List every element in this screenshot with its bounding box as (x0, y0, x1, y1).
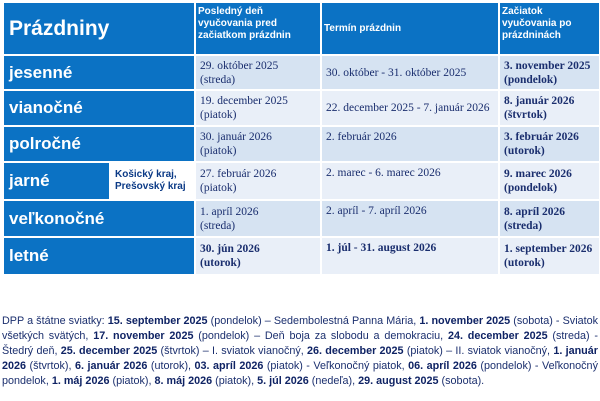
term-cell: 30. október - 31. október 2025 (321, 55, 499, 90)
last-day-dow: (piatok) (200, 182, 237, 194)
start-cell (499, 162, 600, 200)
last-day-dow: (utorok) (200, 257, 241, 269)
note-intro: DPP a štátne sviatky: (2, 315, 108, 327)
start-cell (499, 126, 600, 162)
last-day-dow: (piatok) (200, 109, 237, 121)
last-day-cell (195, 237, 321, 275)
start-date: 9. marec 2026 (504, 168, 572, 180)
start-cell (499, 90, 600, 126)
holiday-description: (piatok) – II. sviatok vianočný, (403, 345, 554, 357)
holiday-date: 6. január 2026 (74, 360, 148, 372)
last-day-cell (195, 162, 321, 200)
table-row (3, 126, 600, 162)
holiday-date: 5. júl 2026 (257, 375, 309, 387)
holiday-date: 24. december 2025 (447, 330, 548, 342)
table-row (3, 162, 600, 200)
table-row (3, 237, 600, 275)
holiday-description: (pondelok) – Deň boja za slobodu a demokraciu, (193, 330, 448, 342)
start-date: 8. január 2026 (504, 95, 575, 107)
holiday-description: (sobota). (438, 375, 485, 387)
header-term: Termín prázdnin (321, 2, 499, 55)
holiday-description: (utorok), (147, 360, 195, 372)
table-row (3, 200, 600, 237)
holiday-date: 25. december 2025 (60, 345, 158, 357)
term-cell: 2. február 2026 (321, 126, 499, 162)
holiday-description: (piatok) - Veľkonočný piatok, (263, 360, 409, 372)
last-day-cell (195, 55, 321, 90)
holiday-description: (nedeľa), (308, 375, 359, 387)
start-dow: (štvrtok) (504, 109, 547, 121)
holiday-date: 29. august 2025 (358, 375, 439, 387)
last-day-cell (195, 90, 321, 126)
holiday-date: 1. november 2025 (419, 315, 511, 327)
term-cell: 1. júl - 31. august 2026 (321, 237, 499, 275)
last-day-date: 1. apríl 2026 (200, 205, 259, 218)
header-start: Začiatok vyučovania po prázdninách (499, 2, 600, 55)
holiday-name: vianočné (3, 90, 195, 126)
start-date: 8. apríl 2026 (504, 205, 566, 218)
holiday-name: polročné (3, 126, 195, 162)
start-cell: 3. november 2025 (pondelok) (499, 55, 600, 90)
start-cell (499, 200, 600, 237)
holiday-description: (štvrtok), (26, 360, 75, 372)
start-date: 3. február 2026 (504, 131, 579, 143)
last-day-date: 19. december 2025 (200, 95, 288, 107)
holiday-name: jarné (3, 162, 110, 200)
last-day-date: 30. január 2026 (200, 131, 272, 143)
start-dow: (streda) (504, 219, 543, 232)
last-day-dow: (streda) (200, 219, 236, 232)
holiday-date: 1. máj 2026 (51, 375, 110, 387)
last-day-dow: (streda) (200, 73, 236, 86)
last-day-dow: (piatok) (200, 145, 237, 157)
holiday-date: 8. máj 2026 (154, 375, 213, 387)
holiday-name: jesenné (3, 55, 195, 90)
holiday-date: 17. november 2025 (93, 330, 194, 342)
start-dow: (utorok) (504, 145, 545, 157)
region-label: Košický kraj, Prešovský kraj (110, 162, 195, 200)
holiday-date: 15. september 2025 (107, 315, 208, 327)
holiday-name: veľkonočné (3, 200, 195, 237)
last-day-date: 30. jún 2026 (200, 243, 260, 255)
term-cell: 2. marec - 6. marec 2026 (321, 162, 499, 200)
last-day-date: 27. február 2026 (200, 168, 277, 180)
header-last-day: Posledný deň vyučovania pred začiatkom prázdnin (195, 2, 321, 55)
last-day-cell (195, 126, 321, 162)
holiday-description: (sobota) - Sviatok všetkých svätých, (2, 315, 599, 342)
holiday-description: (štvrtok) – I. sviatok vianočný, (157, 345, 308, 357)
holiday-description: (streda) - Štedrý deň, (2, 330, 599, 357)
holiday-date: 1. január 2026 (2, 345, 598, 372)
holiday-date: 26. december 2025 (307, 345, 404, 357)
start-dow: (utorok) (504, 257, 545, 269)
start-cell (499, 237, 600, 275)
holiday-date: 06. apríl 2026 (408, 360, 477, 372)
holiday-description: (piatok), (109, 375, 155, 387)
holiday-date: 03. apríl 2026 (194, 360, 264, 372)
table-row (3, 90, 600, 126)
public-holidays-note (2, 314, 598, 389)
last-day-date: 29. október 2025 (200, 59, 279, 72)
start-date: 1. september 2026 (504, 243, 593, 255)
table-row (3, 55, 600, 90)
header-title: Prázdniny (3, 2, 195, 55)
holiday-description: (pondelok) – Sedembolestná Panna Mária, (207, 315, 420, 327)
header-row (3, 2, 600, 55)
holiday-table (2, 1, 600, 276)
term-cell: 22. december 2025 - 7. január 2026 (321, 90, 499, 126)
start-dow: (pondelok) (504, 182, 558, 194)
holiday-description: (pondelok) - Veľkonočný pondelok, (2, 360, 598, 387)
last-day-cell (195, 200, 321, 237)
holiday-name: letné (3, 237, 195, 275)
term-cell: 2. apríl - 7. apríl 2026 (321, 200, 499, 237)
holiday-description: (piatok), (212, 375, 258, 387)
